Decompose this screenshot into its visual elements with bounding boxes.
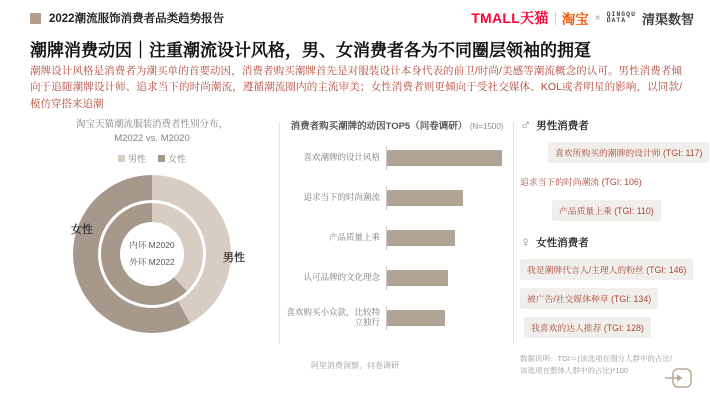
next-arrow-icon [664,366,694,390]
tgi-footnote-line1: 数据说明：TGI＝(该选项在细分人群中的占比/ [520,354,673,363]
female-header-label: 女性消费者 [536,237,589,249]
bar-row [286,306,508,330]
legend-item-male [118,152,146,165]
qingqu-logo-line2: DATA [606,17,627,24]
bar-label: 喜欢购买小众款，比较特立独行 [286,307,380,327]
purchase-motivation-panel [286,118,508,346]
sample-size: (N=1500) [469,122,504,131]
bar-track [386,306,508,330]
male-slice-label: 男性 [223,251,245,264]
donut-title-line1: 淘宝天猫潮流服装消费者性别分布， [75,119,228,130]
male-header-label: 男性消费者 [536,120,589,132]
donut-center-label-1: 内环 M2020 [129,240,175,250]
donut-center [120,222,184,286]
female-slice-label: 女性 [71,223,93,236]
gender-insights-panel [520,118,710,376]
donut-ring-gap [98,200,206,308]
male-section-header [520,118,710,133]
report-title: 2022潮流服饰消费者品类趋势报告 [49,13,225,25]
tgi-item: 产品质量上乘 (TGI: 110) [552,200,661,221]
qingqu-data-logo [607,12,636,25]
tmall-logo: TMALL天猫 [471,10,549,26]
report-title-group [30,10,224,26]
donut-chart-title [32,118,272,147]
female-consumers-section [520,235,710,338]
bar [387,230,455,246]
tgi-item: 我是潮牌代言人/主理人的粉丝 (TGI: 146) [520,259,693,280]
bar-title-text: 消费者购买潮牌的动因TOP5（问卷调研） [290,121,468,132]
donut-legend [32,152,272,165]
bar-label: 认可品牌的文化理念 [303,272,380,283]
bar [387,190,463,206]
bar-track [386,186,508,210]
donut-center-label-2: 外环 M2022 [129,257,175,267]
header [30,8,694,28]
tgi-item: 我喜欢的达人推荐 (TGI: 128) [524,317,651,338]
bar-label: 产品质量上乘 [328,232,380,243]
bar [387,270,448,286]
female-legend-swatch [158,155,165,162]
gender-distribution-panel [32,118,272,333]
male-legend-label: 男性 [127,153,146,164]
bar-row [286,266,508,290]
bar-chart-title [286,118,508,132]
bar-row [286,146,508,170]
brand-logos [471,8,694,28]
tgi-footnote-line2: 该选项在整体人群中的占比)*100 [520,365,628,375]
qingqu-name: 清渠数智 [641,11,694,27]
taobao-logo: 淘宝 [561,12,589,27]
intro-paragraph: 潮牌设计风格是消费者为潮买单的首要动因，消费者购买潮牌首先是对服装设计本身代表的前卫/时尚/美感等潮流概念的认可。男性消费者倾向于追随潮牌设计师、追求当下的时尚潮流，遵循潮流圈内的主流审美；女性消费者则更倾向于受社交媒体、KOL或者明星的影响，以同款/模仿穿搭来追潮 [30,65,682,110]
legend-item-female [158,152,186,165]
donut-title-line2: M2022 vs. M2020 [114,133,190,145]
bar-chart [286,146,508,330]
bar-row [286,186,508,210]
next-page-button[interactable] [664,366,694,390]
tgi-item: 追求当下的时尚潮流 (TGI: 106) [520,177,642,187]
tgi-item: 被广告/社交媒体种草 (TGI: 134) [520,288,658,309]
female-icon: ♀ [520,234,532,251]
logo-divider [555,12,556,25]
bar-label: 喜欢潮牌的设计风格 [303,152,380,163]
tgi-item: 喜欢所购买的潮牌的设计师 (TGI: 117) [548,142,709,163]
male-icon: ♂ [520,117,532,134]
bar-track [386,226,508,250]
bar-row [286,226,508,250]
bar [387,150,502,166]
page-title: 潮牌消费动因｜注重潮流设计风格，男、女消费者各为不同圈层领袖的拥趸 [30,41,591,60]
bar-track [386,146,508,170]
data-source-note: 阿里消费洞察，问卷调研 [311,361,399,370]
female-legend-label: 女性 [168,153,187,164]
panel-divider [279,122,280,344]
panel-divider [513,122,514,344]
female-section-header [520,235,710,250]
donut-inner-ring [101,203,203,305]
qingqu-logo-line1: QINGQU [606,10,636,18]
gender-donut-chart [71,175,245,333]
bar-track [386,266,508,290]
bar [387,310,445,326]
male-legend-swatch [118,155,125,162]
male-consumers-section [520,118,710,221]
bullet-square-icon [30,13,41,24]
bar-label: 追求当下的时尚潮流 [303,192,380,203]
donut-outer-ring [73,175,231,333]
cross-symbol: × [594,12,601,24]
